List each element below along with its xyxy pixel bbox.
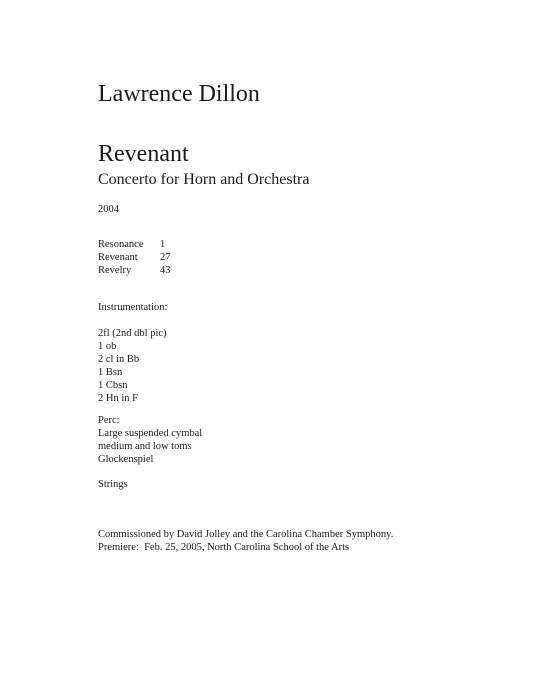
instrument-item: 1 ob xyxy=(98,341,117,352)
movement-name: Revelry xyxy=(98,265,132,276)
percussion-item: Glockenspiel xyxy=(98,454,154,465)
work-subtitle: Concerto for Horn and Orchestra xyxy=(98,171,310,188)
composition-year: 2004 xyxy=(98,204,119,215)
movement-page: 27 xyxy=(160,252,171,263)
instrument-item: 2fl (2nd dbl pic) xyxy=(98,328,167,339)
work-title: Revenant xyxy=(98,141,189,167)
movement-page: 1 xyxy=(160,239,166,250)
instrument-list xyxy=(98,327,167,405)
movement-name: Revenant xyxy=(98,252,138,263)
movement-page: 43 xyxy=(160,265,171,276)
composer-name: Lawrence Dillon xyxy=(98,81,260,107)
instrument-item: 2 cl in Bb xyxy=(98,354,140,365)
instrument-item: 1 Bsn xyxy=(98,367,123,378)
percussion-item: Large suspended cymbal xyxy=(98,428,203,439)
commission-text: Commissioned by David Jolley and the Carolina Chamber Symphony. xyxy=(98,529,394,540)
commission-note xyxy=(98,528,393,554)
percussion-item: medium and low toms xyxy=(98,441,192,452)
instrument-item: 1 Cbsn xyxy=(98,380,128,391)
percussion-heading: Perc: xyxy=(98,415,120,426)
percussion-section xyxy=(98,414,202,466)
strings-label: Strings xyxy=(98,479,128,490)
premiere-text: Premiere: Feb. 25, 2005, North Carolina School of the Arts xyxy=(98,542,350,553)
instrumentation-heading: Instrumentation: xyxy=(98,302,168,313)
movement-name: Resonance xyxy=(98,239,144,250)
instrument-item: 2 Hn in F xyxy=(98,393,138,404)
